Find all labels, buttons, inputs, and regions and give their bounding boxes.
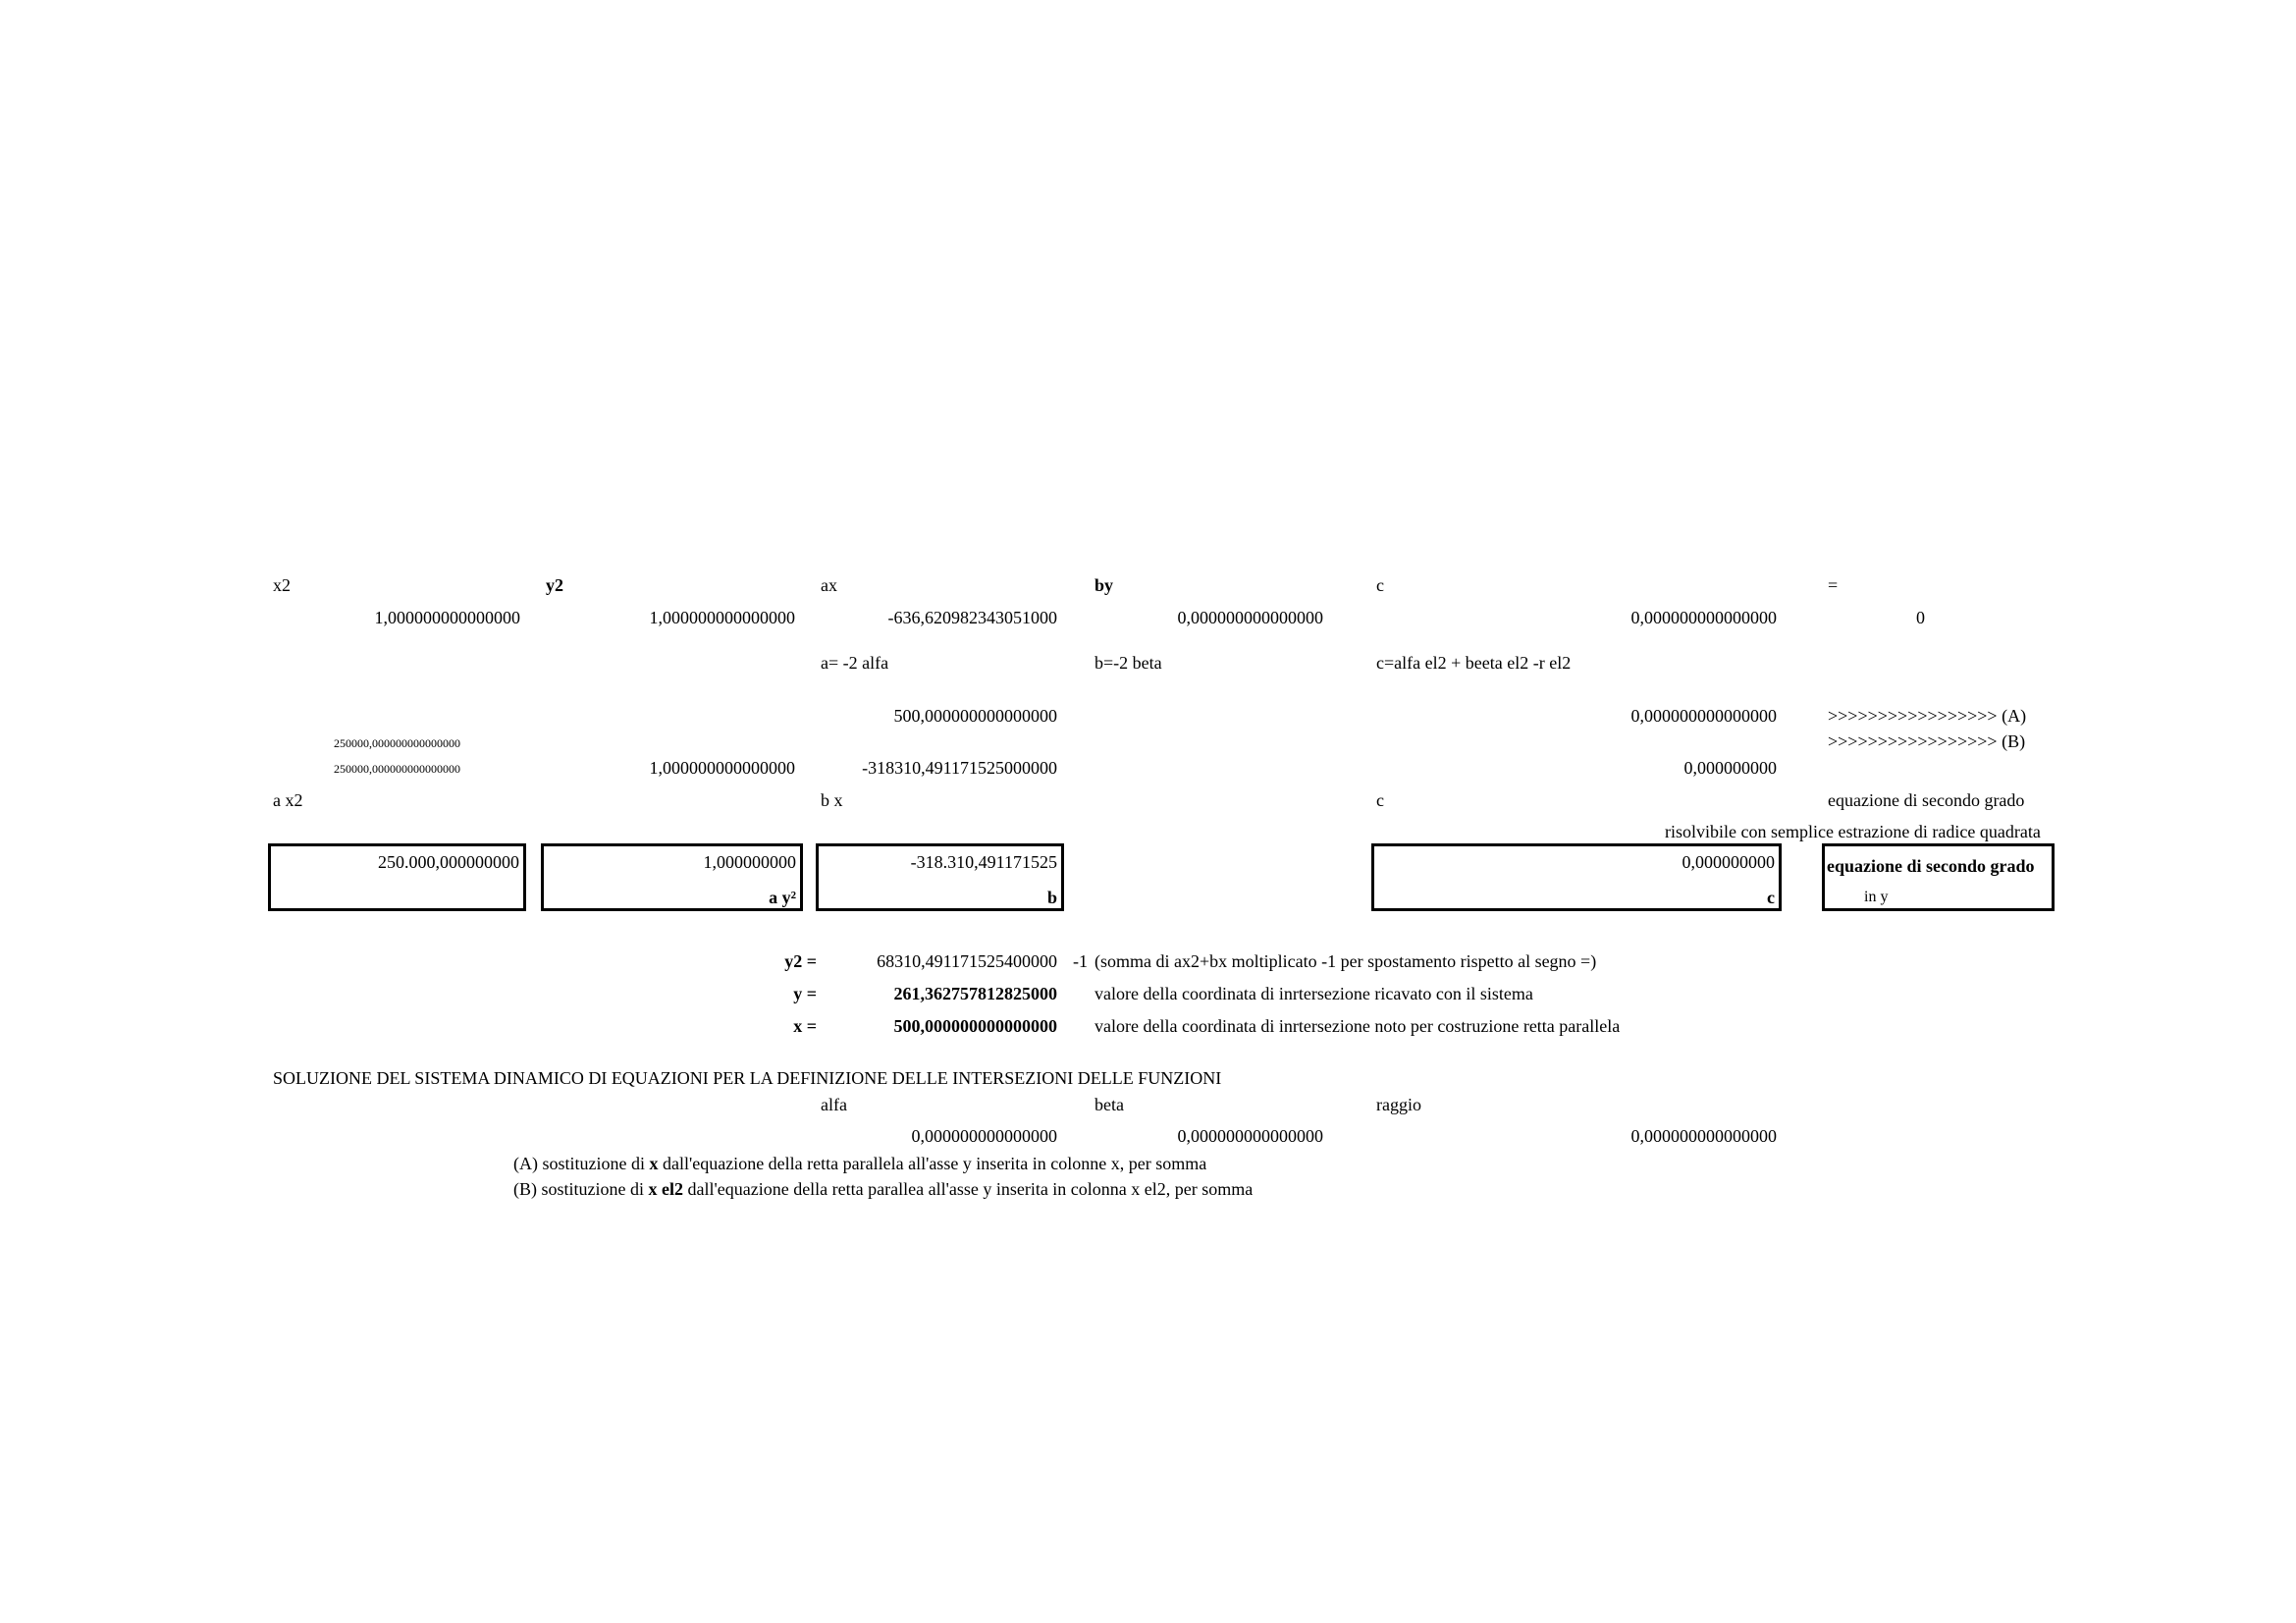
- box-c: [1371, 843, 1782, 911]
- box-c-value: 0,000000000: [1682, 852, 1775, 872]
- box-b-value: -318.310,491171525: [910, 852, 1057, 872]
- box-c-label: c: [1767, 888, 1775, 907]
- result-y-value: 261,362757812825000: [893, 984, 1057, 1003]
- note-a-prefix: (A) sostituzione di: [513, 1154, 650, 1173]
- label-raggio: raggio: [1376, 1095, 1421, 1114]
- arrow-b: >>>>>>>>>>>>>>>>> (B): [1828, 731, 2026, 751]
- subst-c2-value: 0,000000000: [1683, 758, 1777, 778]
- box-ay2: [541, 843, 803, 911]
- box-a: [268, 843, 526, 911]
- value-c: 0,000000000000000: [1630, 608, 1777, 627]
- label-bx: b x: [821, 790, 843, 810]
- result-y-note: valore della coordinata di inrtersezione ricavato con il sistema: [1095, 984, 1533, 1003]
- label-equals: =: [1828, 575, 1839, 595]
- value-alfa: 0,000000000000000: [911, 1126, 1057, 1146]
- result-y-label: y =: [793, 984, 817, 1003]
- value-x2: 1,000000000000000: [374, 608, 520, 627]
- label-c: c: [1376, 575, 1384, 595]
- subst-y2-value: 1,000000000000000: [649, 758, 795, 778]
- box-equation-title: equazione di secondo grado: [1827, 856, 2035, 876]
- solution-title: SOLUZIONE DEL SISTEMA DINAMICO DI EQUAZIONI PER LA DEFINIZIONE DELLE INTERSEZIONI DELLE FUNZIONI: [273, 1068, 1222, 1088]
- label-beta: beta: [1095, 1095, 1124, 1114]
- note-b: [513, 1178, 1253, 1200]
- label-y2: y2: [546, 575, 563, 595]
- label-by: by: [1095, 575, 1114, 595]
- label-x2: x2: [273, 575, 291, 595]
- result-y2-value: 68310,491171525400000: [877, 951, 1057, 971]
- subst-bx-value: -318310,491171525000000: [862, 758, 1057, 778]
- note-a-bold: x: [649, 1154, 659, 1173]
- value-raggio: 0,000000000000000: [1630, 1126, 1777, 1146]
- note-b-prefix: (B) sostituzione di: [513, 1179, 649, 1199]
- small-value-2: 250000,000000000000000: [334, 762, 460, 776]
- value-ax: -636,620982343051000: [887, 608, 1057, 627]
- note-b-rest: dall'equazione della retta parallea all'asse y inserita in colonna x el2, per somma: [683, 1179, 1254, 1199]
- result-y2-note: (somma di ax2+bx moltiplicato -1 per spostamento rispetto al segno =): [1095, 951, 1597, 971]
- formula-b: b=-2 beta: [1095, 653, 1162, 673]
- result-x-label: x =: [793, 1016, 817, 1036]
- value-y2: 1,000000000000000: [649, 608, 795, 627]
- box-ay2-value: 1,000000000: [703, 852, 796, 872]
- note-square-root: risolvibile con semplice estrazione di radice quadrata: [1665, 822, 2041, 841]
- box-ay2-label: a y²: [769, 888, 796, 907]
- subst-c-value: 0,000000000000000: [1630, 706, 1777, 726]
- box-b-label: b: [1046, 888, 1057, 907]
- label-ax2: a x2: [273, 790, 303, 810]
- value-beta: 0,000000000000000: [1177, 1126, 1323, 1146]
- box-b: [816, 843, 1064, 911]
- box-equation: [1822, 843, 2055, 911]
- formula-c: c=alfa el2 + beeta el2 -r el2: [1376, 653, 1572, 673]
- note-b-bold: x el2: [648, 1179, 683, 1199]
- subst-ax-value: 500,000000000000000: [893, 706, 1057, 726]
- box-equation-sub: in y: [1864, 889, 1889, 905]
- arrow-a: >>>>>>>>>>>>>>>>> (A): [1828, 706, 2027, 726]
- value-by: 0,000000000000000: [1177, 608, 1323, 627]
- box-a-value: 250.000,000000000: [378, 852, 519, 872]
- value-equals: 0: [1916, 608, 1925, 627]
- result-y2-multiplier: -1: [1073, 951, 1088, 971]
- result-x-note: valore della coordinata di inrtersezione noto per costruzione retta parallela: [1095, 1016, 1621, 1036]
- small-value-1: 250000,000000000000000: [334, 736, 460, 750]
- formula-a: a= -2 alfa: [821, 653, 889, 673]
- label-c-row3: c: [1376, 790, 1384, 810]
- note-second-degree: equazione di secondo grado: [1828, 790, 2025, 810]
- note-a-rest: dall'equazione della retta parallela all'asse y inserita in colonne x, per somma: [658, 1154, 1207, 1173]
- label-ax: ax: [821, 575, 837, 595]
- label-alfa: alfa: [821, 1095, 847, 1114]
- note-a: [513, 1153, 1206, 1174]
- result-x-value: 500,000000000000000: [893, 1016, 1057, 1036]
- result-y2-label: y2 =: [784, 951, 817, 971]
